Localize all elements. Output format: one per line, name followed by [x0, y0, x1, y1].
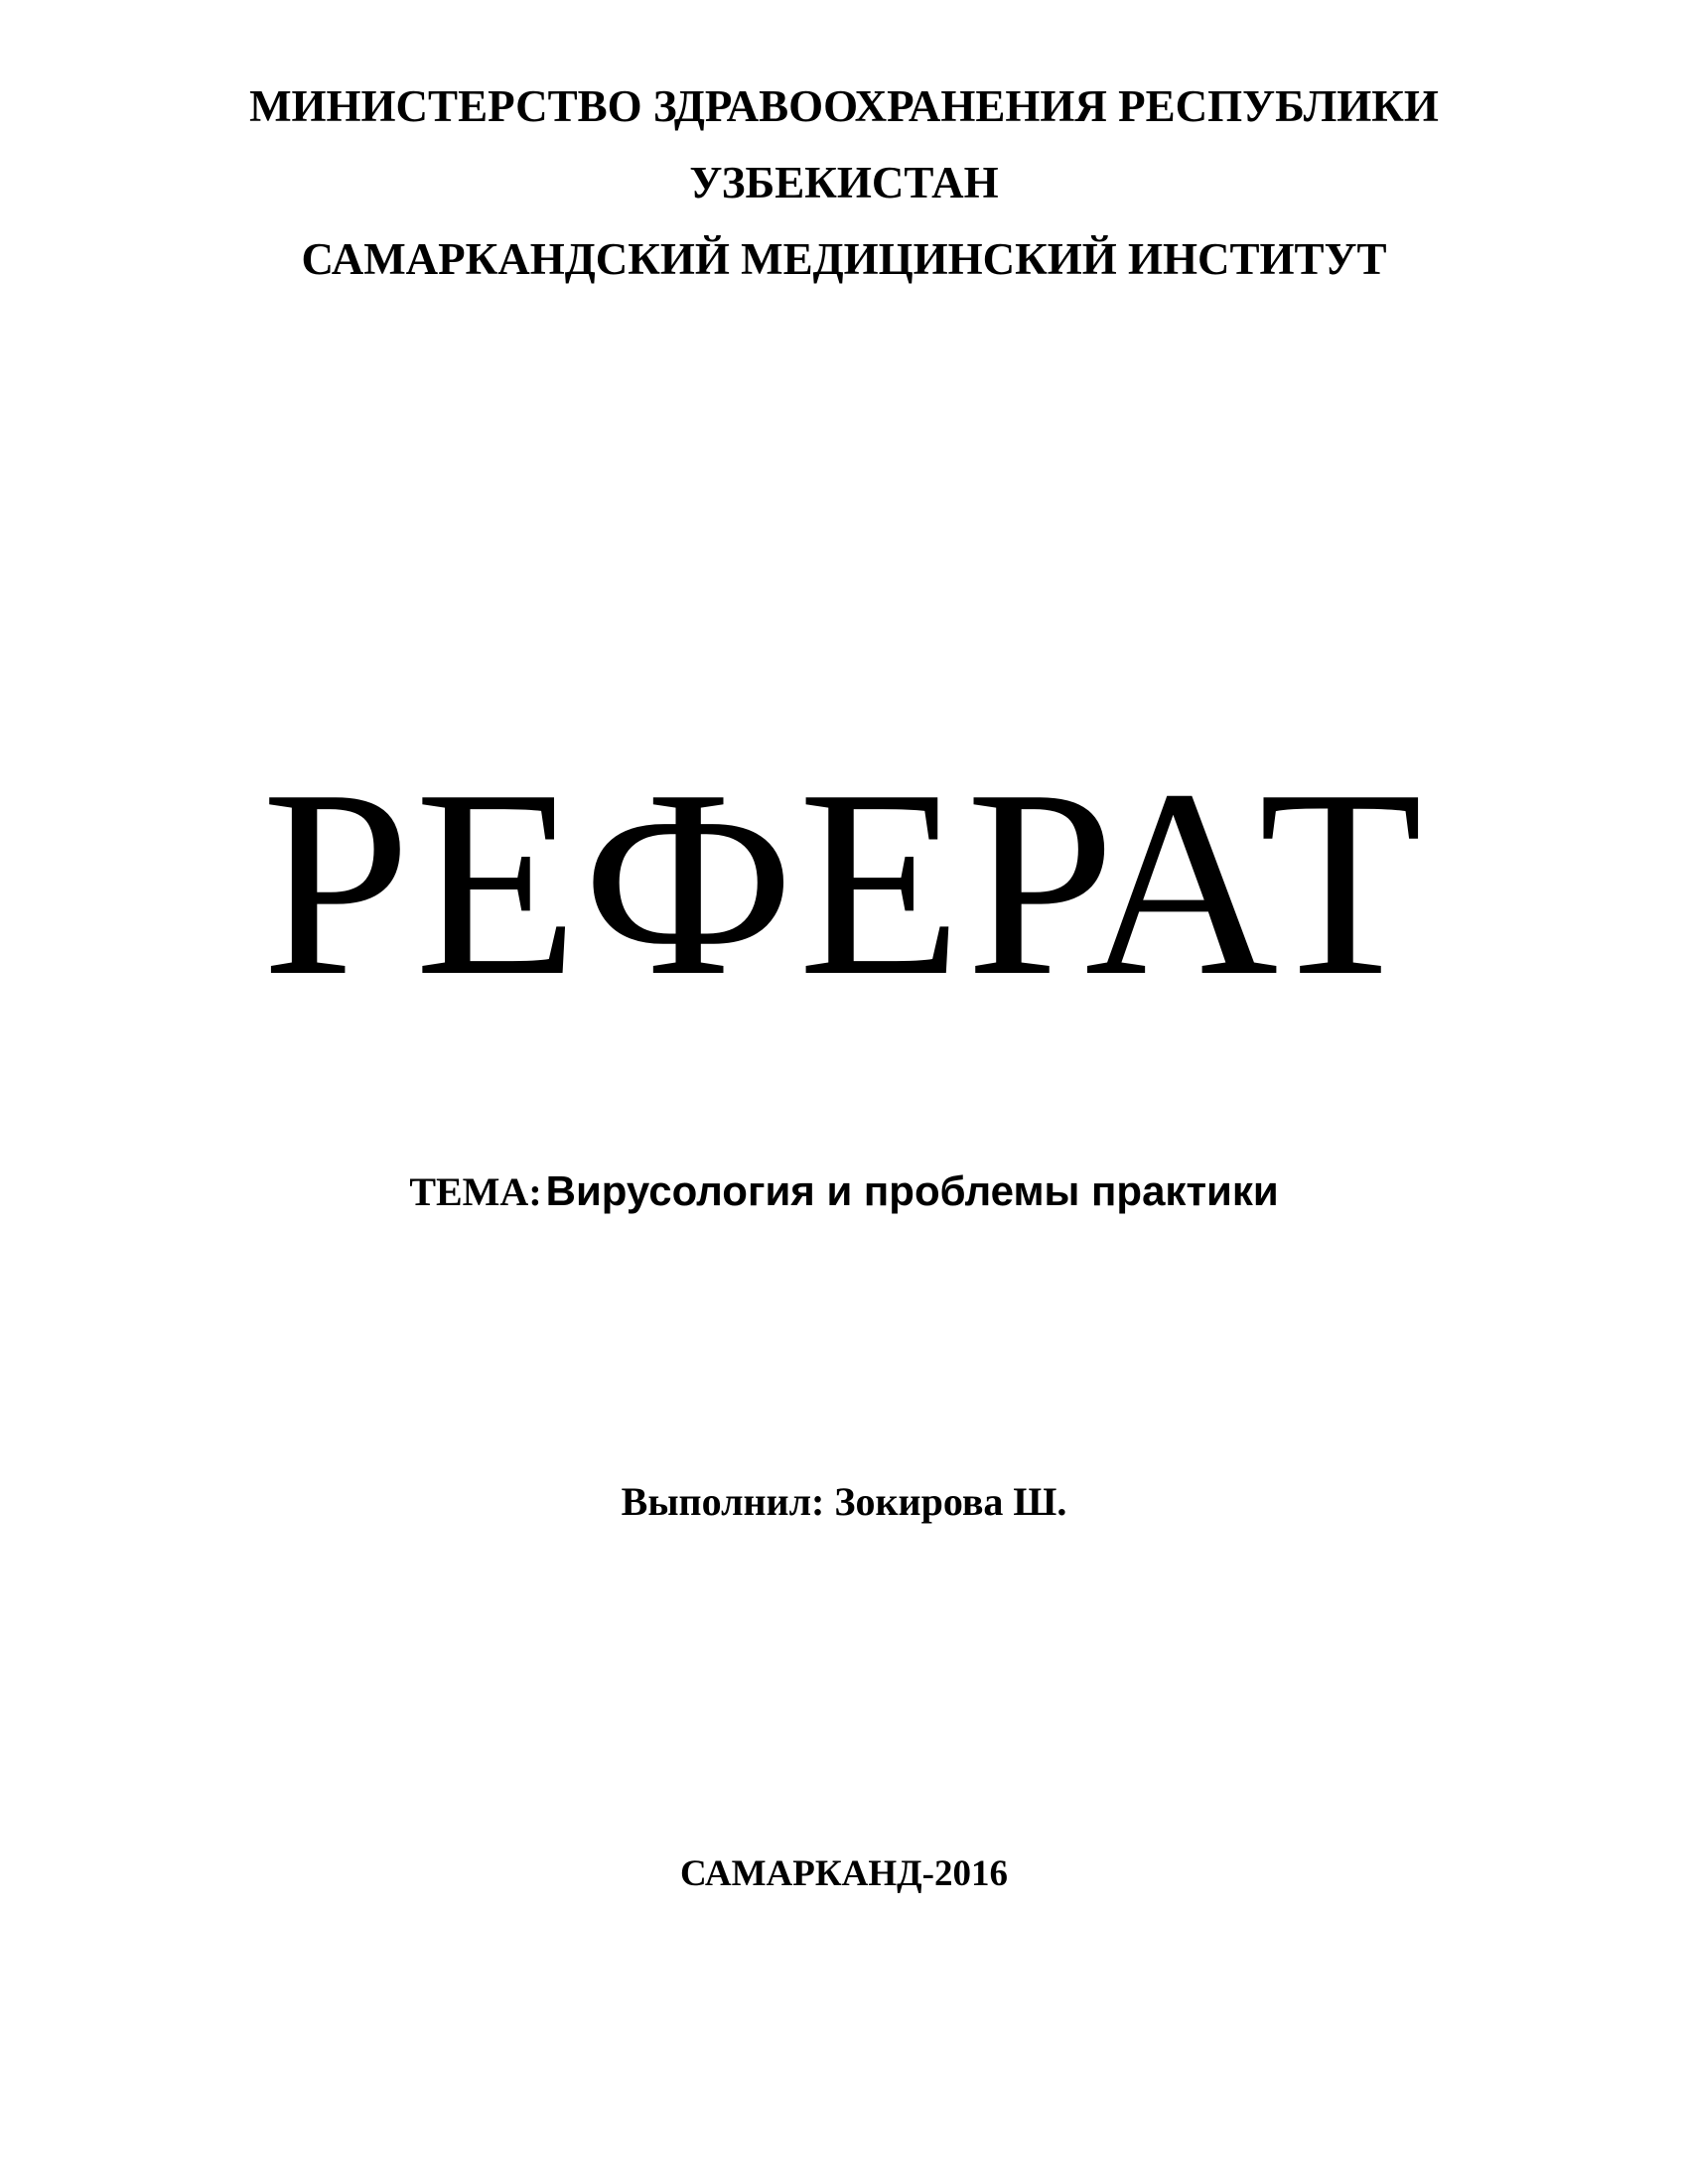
- topic-label: ТЕМА:: [409, 1169, 542, 1214]
- institute-name: САМАРКАНДСКИЙ МЕДИЦИНСКИЙ ИНСТИТУТ: [301, 234, 1387, 284]
- document-type-title: РЕФЕРАТ: [261, 735, 1427, 1031]
- author-label: Выполнил:: [621, 1479, 825, 1524]
- author-line: [0, 1472, 1688, 1532]
- author-name: Зокирова Ш.: [834, 1479, 1067, 1524]
- ministry-line-1: МИНИСТЕРСТВО ЗДРАВООХРАНЕНИЯ РЕСПУБЛИКИ: [249, 81, 1439, 131]
- topic-text: Вирусология и проблемы практики: [545, 1167, 1279, 1214]
- topic-line: [0, 1161, 1688, 1231]
- ministry-line-2: УЗБЕКИСТАН: [689, 158, 999, 207]
- city-year: САМАРКАНД-2016: [680, 1853, 1008, 1894]
